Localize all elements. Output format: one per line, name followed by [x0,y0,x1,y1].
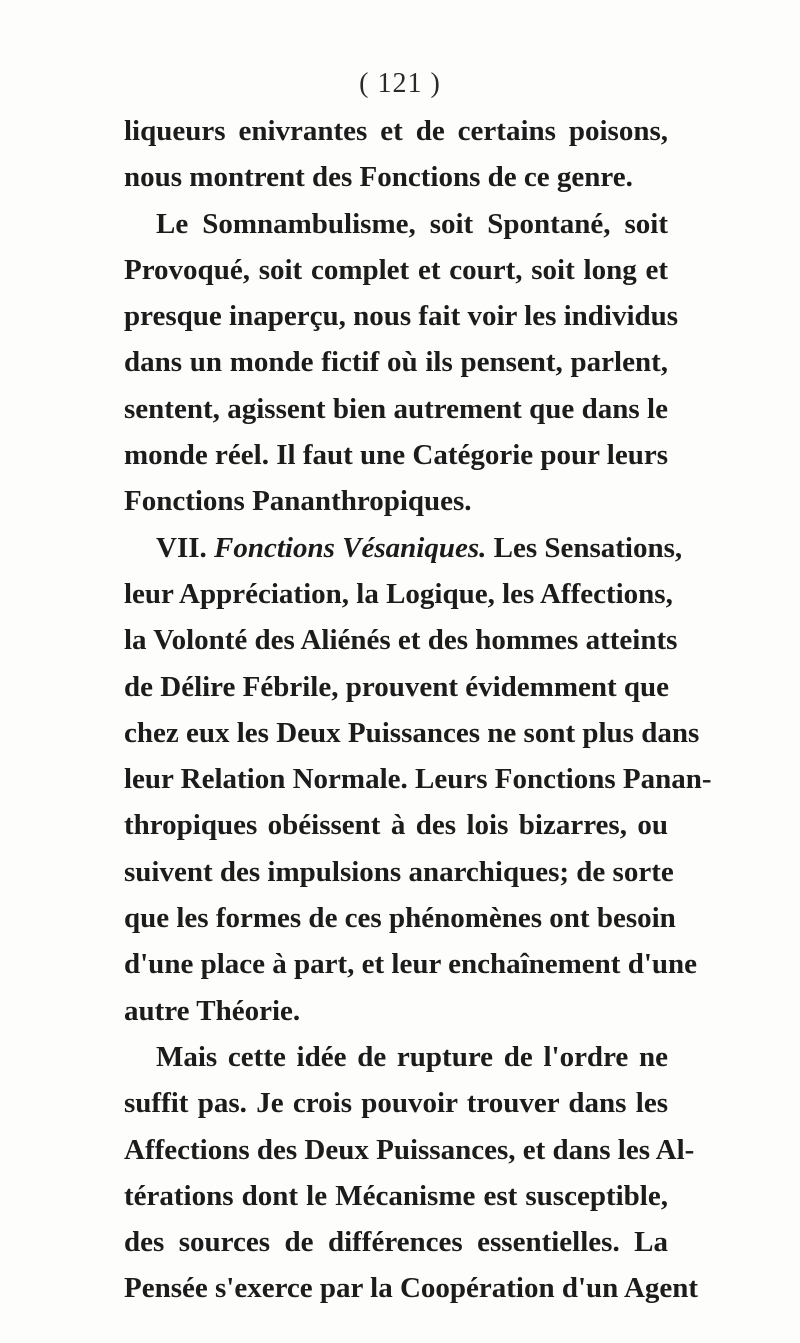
text-line: monde réel. Il faut une Catégorie pour leurs [124,439,668,472]
text-line: leur Relation Normale. Leurs Fonctions Panan- [124,763,712,796]
text-line: Affections des Deux Puissances, et dans les Al- [124,1133,695,1166]
text-line: Fonctions Pananthropiques. [124,485,472,518]
section-number: VII. [156,531,215,564]
text-line: Pensée s'exerce par la Coopération d'un Agent [124,1272,699,1305]
text-line: térations dont le Mécanisme est susceptible, [124,1179,668,1212]
text-line-section-vii [124,525,683,571]
section-text: Les Sensations, [486,531,683,564]
text-line: nous montrent des Fonctions de ce genre. [124,161,633,194]
text-line: autre Théorie. [124,994,301,1027]
text-line: leur Appréciation, la Logique, les Affections, [124,577,673,610]
text-line: la Volonté des Aliénés et des hommes atteints [124,624,678,657]
section-heading: Fonctions Vésaniques. [214,531,487,564]
text-line: sentent, agissent bien autrement que dans le [124,392,668,425]
text-line: chez eux les Deux Puissances ne sont plus dans [124,716,700,749]
text-line: liqueurs enivrantes et de certains poisons, [124,115,668,147]
text-line: thropiques obéissent à des lois bizarres, ou [124,809,668,842]
text-line: Mais cette idée de rupture de l'ordre ne [156,1040,668,1073]
text-line: dans un monde fictif où ils pensent, parlent, [124,346,668,379]
text-line: de Délire Fébrile, prouvent évidemment que [124,670,670,703]
text-line: presque inaperçu, nous fait voir les individus [124,300,679,333]
text-line: Le Somnambulisme, soit Spontané, soit [156,207,668,240]
text-line: des sources de différences essentielles. La [124,1226,668,1259]
text-line: d'une place à part, et leur enchaînement d'une [124,948,698,981]
text-line: suffit pas. Je crois pouvoir trouver dans les [124,1087,668,1120]
text-line: que les formes de ces phénomènes ont besoin [124,902,676,935]
page-number: ( 121 ) [359,68,441,99]
text-line: suivent des impulsions anarchiques; de sorte [124,855,674,888]
text-line: Provoqué, soit complet et court, soit long et [124,253,668,286]
body-text [124,108,712,1312]
